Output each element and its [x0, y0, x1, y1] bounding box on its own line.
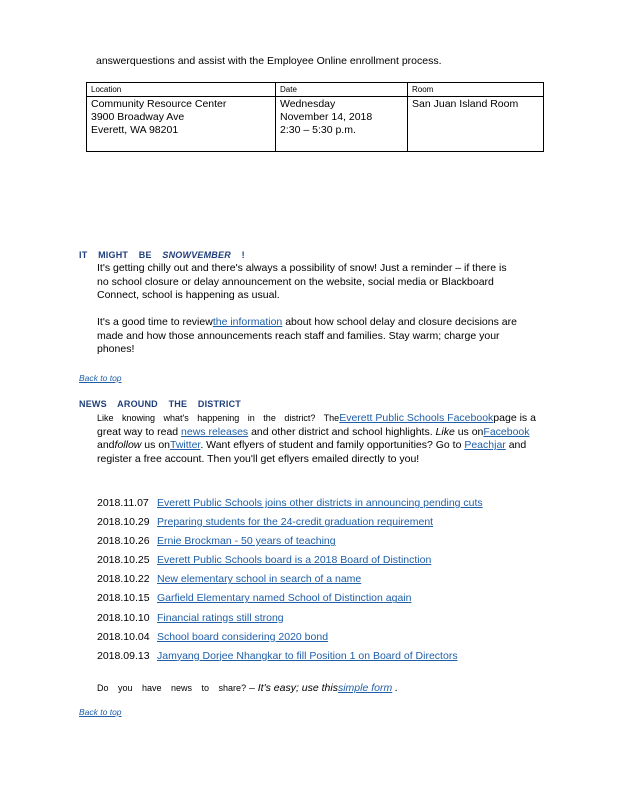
snow-title-pre: IT MIGHT BE — [79, 250, 152, 260]
location-cell — [87, 97, 276, 152]
snow-paragraph-2 — [97, 316, 517, 357]
news-date: 2018.10.22 — [97, 573, 150, 586]
news-item — [97, 554, 483, 573]
news-text-want: . Want eflyers of student and family opportunities? Go to — [200, 439, 465, 451]
date-line3: 2:30 – 5:30 p.m. — [280, 124, 356, 136]
news-title-link[interactable]: New elementary school in search of a name — [157, 573, 362, 586]
share-end: . — [392, 682, 399, 694]
share-text: – It's easy; use this — [246, 682, 338, 694]
news-section-title: NEWS AROUND THE DISTRICT — [79, 399, 241, 409]
peachjar-link[interactable]: Peachjar — [464, 439, 506, 451]
news-text-other: and other district and school highlights. — [248, 425, 436, 438]
back-to-top-link-1[interactable]: Back to top — [79, 373, 122, 383]
header-location: Location — [87, 83, 276, 97]
news-item — [97, 497, 483, 516]
news-intro — [97, 412, 537, 466]
event-table — [86, 82, 544, 152]
news-date: 2018.11.07 — [97, 497, 149, 509]
location-line1: Community Resource Center — [91, 98, 227, 110]
room-cell — [408, 97, 544, 152]
room-line1: San Juan Island Room — [412, 98, 519, 110]
news-item — [97, 535, 483, 554]
header-room: Room — [408, 83, 544, 97]
date-line1: Wednesday — [280, 98, 336, 110]
eps-facebook-link[interactable]: Everett Public Schools Facebook — [339, 412, 494, 424]
snow-para2-post: about how school delay and closure decisions are made and how those announcements reach staff and families. Stay warm; charge your phones! — [97, 316, 517, 355]
news-date: 2018.09.13 — [97, 649, 150, 662]
like-word: Like — [435, 425, 455, 438]
news-item — [97, 612, 483, 631]
news-date: 2018.10.26 — [97, 535, 150, 548]
snow-section-title — [79, 250, 245, 260]
news-item — [97, 650, 483, 669]
news-intro-the: The — [315, 413, 340, 423]
news-text-us-on-2: us on — [141, 439, 170, 451]
news-date: 2018.10.25 — [97, 554, 150, 567]
twitter-link[interactable]: Twitter — [170, 439, 201, 451]
date-line2: November 14, 2018 — [280, 111, 373, 123]
news-date: 2018.10.15 — [97, 592, 150, 605]
back-to-top-link-2[interactable]: Back to top — [79, 707, 122, 717]
news-intro-question: Like knowing what's happening in the district? — [97, 413, 316, 423]
location-line3: Everett, WA 98201 — [91, 124, 179, 136]
news-list — [97, 497, 483, 669]
news-releases-link[interactable]: news releases — [181, 425, 249, 438]
news-title-link[interactable]: Preparing students for the 24-credit graduation requirement — [157, 516, 434, 529]
news-text-end: and register a free account. Then you'll get eflyers emailed directly to you! — [97, 439, 527, 465]
snow-paragraph-1: It's getting chilly out and there's always a possibility of snow! Just a reminder – if there is no school closure or delay announcement on the website, social media or Blackboard Connect, school is happening as usual. — [97, 262, 507, 301]
share-question: Do you have news to share? — [97, 683, 247, 693]
news-title-link[interactable]: Financial ratings still strong — [157, 611, 284, 624]
intro-text: answerquestions and assist with the Employee Online enrollment process. — [96, 55, 442, 67]
info-link[interactable]: the information — [212, 316, 283, 328]
news-title-link[interactable]: Jamyang Dorjee Nhangkar to fill Position 1 on Board of Directors — [157, 649, 458, 662]
news-item — [97, 573, 483, 592]
news-text-and: and — [97, 439, 115, 451]
share-prompt — [97, 682, 398, 694]
date-cell — [276, 97, 408, 152]
simple-form-link[interactable]: simple form — [337, 682, 393, 694]
news-title-link[interactable]: Ernie Brockman - 50 years of teaching — [157, 535, 336, 548]
header-date: Date — [276, 83, 408, 97]
snow-title-em: SNOWVEMBER — [162, 250, 231, 260]
news-item — [97, 592, 483, 611]
news-title-link[interactable]: School board considering 2020 bond — [157, 630, 329, 643]
follow-word: follow — [114, 439, 142, 451]
news-title-link[interactable]: Everett Public Schools joins other districts in announcing pending cuts — [157, 497, 483, 509]
news-date: 2018.10.04 — [97, 630, 150, 643]
news-title-link[interactable]: Everett Public Schools board is a 2018 Board of Distinction — [157, 554, 432, 567]
news-text-us-on: us on — [454, 425, 484, 438]
news-date: 2018.10.10 — [97, 611, 150, 624]
news-date: 2018.10.29 — [97, 516, 150, 529]
news-text-page: page is a great way to read — [97, 412, 536, 438]
news-item — [97, 516, 483, 535]
news-title-link[interactable]: Garfield Elementary named School of Distinction again — [157, 592, 412, 605]
news-item — [97, 631, 483, 650]
snow-title-post: ! — [241, 250, 245, 260]
facebook-link[interactable]: Facebook — [483, 425, 530, 438]
location-line2: 3900 Broadway Ave — [91, 111, 185, 123]
snow-para2-pre: It's a good time to review — [97, 316, 213, 328]
